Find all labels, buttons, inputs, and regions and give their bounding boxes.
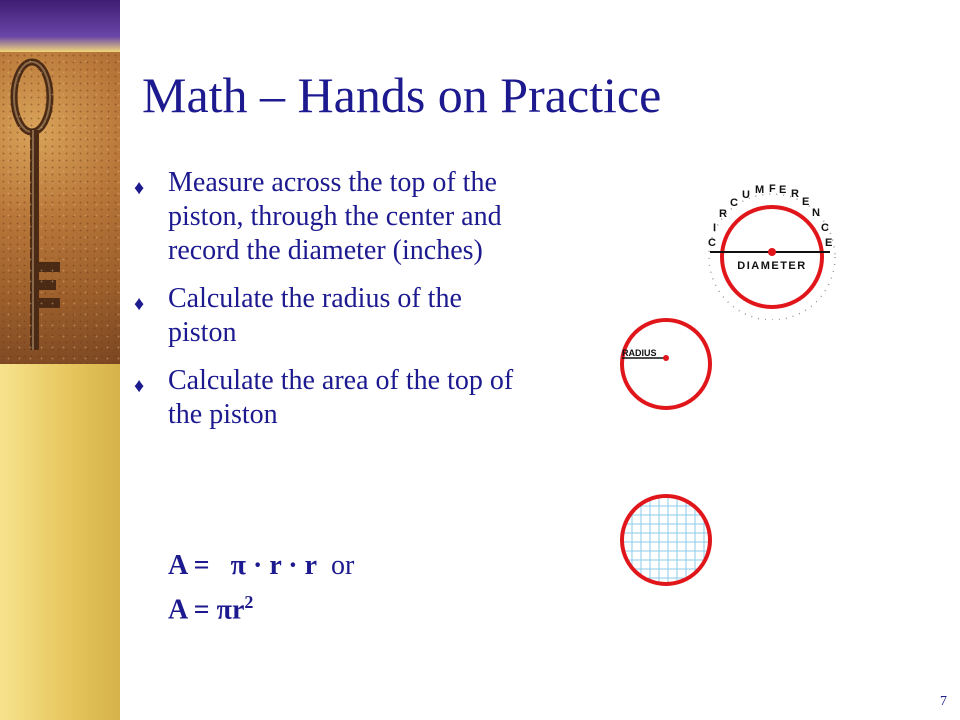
bullet-text: Calculate the radius of the piston — [168, 283, 462, 348]
circumference-letter: R — [791, 188, 799, 200]
circumference-letter: E — [779, 184, 787, 196]
circumference-letter: M — [755, 184, 765, 196]
radius-label: RADIUS — [622, 348, 657, 358]
area-formula — [168, 548, 354, 628]
circumference-letter: I — [713, 222, 717, 234]
sidebar-header-band — [0, 0, 120, 52]
formula-line-1 — [168, 548, 354, 584]
page-number: 7 — [940, 694, 947, 709]
area-grid-diagram — [614, 488, 718, 592]
formula-or: or — [331, 550, 355, 581]
skeleton-key-icon — [0, 52, 120, 364]
circumference-letter: C — [708, 237, 716, 249]
formula-short: A = πr — [168, 594, 245, 626]
circumference-letter: E — [825, 237, 833, 249]
circumference-letter: F — [769, 183, 776, 195]
radius-diagram — [614, 312, 718, 416]
circumference-letter: U — [742, 189, 750, 201]
formula-exponent: 2 — [244, 592, 254, 612]
circumference-diagram — [700, 180, 850, 320]
formula-lhs: A = — [168, 550, 210, 581]
bullet-text: Measure across the top of the piston, through the center and record the diameter (inches) — [168, 167, 502, 266]
bullet-text: Calculate the area of the top of the piston — [168, 365, 514, 430]
bullet-item — [132, 364, 532, 432]
diameter-label: DIAMETER — [737, 260, 807, 272]
bullet-item — [132, 282, 532, 350]
bullet-item — [132, 166, 532, 268]
diamond-bullet-icon: ♦ — [134, 177, 145, 199]
slide-title: Math – Hands on Practice — [142, 67, 662, 123]
formula-rhs: π · r · r — [230, 550, 318, 581]
diamond-bullet-icon: ♦ — [134, 293, 145, 315]
circumference-letter: E — [802, 196, 810, 208]
sidebar-panel — [0, 0, 120, 720]
circumference-letter: C — [821, 222, 829, 234]
circumference-letter: R — [719, 208, 727, 220]
circumference-letter: N — [812, 207, 820, 219]
skeleton-key-photo — [0, 52, 120, 364]
circumference-letter: C — [730, 197, 738, 209]
formula-line-2 — [168, 584, 354, 628]
diamond-bullet-icon: ♦ — [134, 375, 145, 397]
bullet-list — [132, 166, 532, 446]
